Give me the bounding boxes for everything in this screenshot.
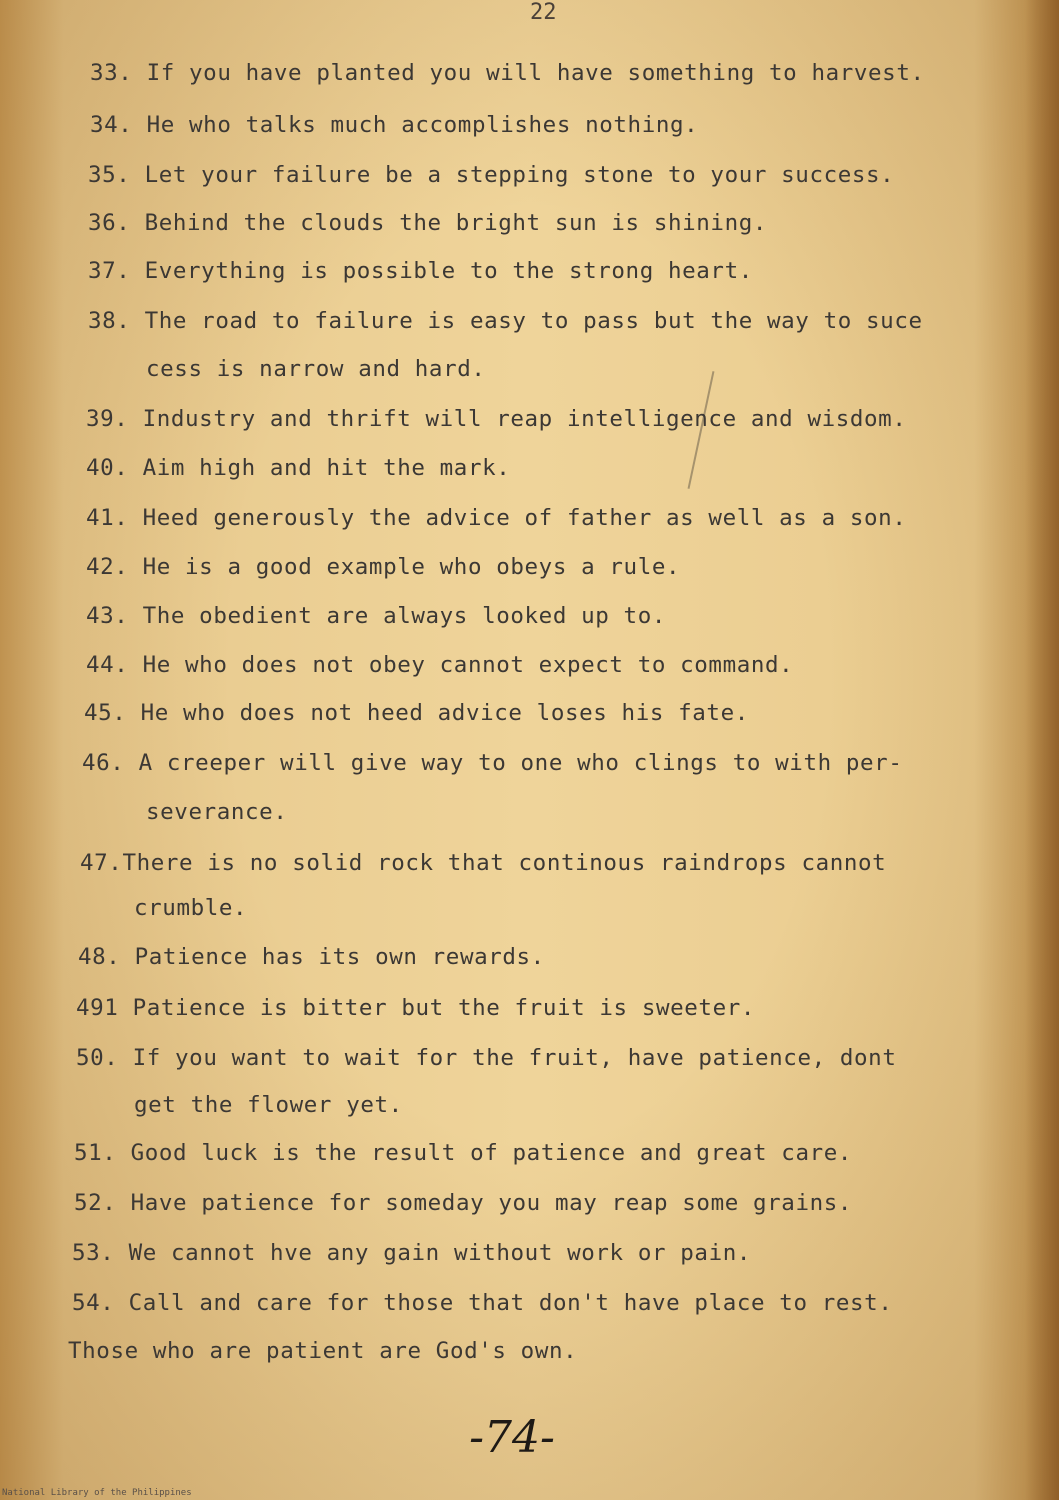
proverb-line: 41. Heed generously the advice of father as well as a son. [86, 505, 907, 531]
proverb-line: 45. He who does not heed advice loses his fate. [84, 700, 749, 726]
proverb-line: 39. Industry and thrift will reap intelligence and wisdom. [86, 406, 907, 432]
proverb-line: 47.There is no solid rock that continous raindrops cannot [80, 850, 887, 876]
proverb-line-continued: severance. [146, 799, 288, 825]
proverb-line: 37. Everything is possible to the strong heart. [88, 258, 753, 284]
proverb-line: 40. Aim high and hit the mark. [86, 455, 511, 481]
proverb-line: 51. Good luck is the result of patience and great care. [74, 1140, 853, 1166]
proverb-line-continued: crumble. [134, 895, 248, 921]
proverb-line: 44. He who does not obey cannot expect to command. [86, 652, 794, 678]
proverb-line: 38. The road to failure is easy to pass but the way to suce [88, 308, 923, 334]
proverb-line: 36. Behind the clouds the bright sun is shining. [88, 210, 768, 236]
proverb-line: 42. He is a good example who obeys a rule. [86, 554, 681, 580]
proverb-line: 35. Let your failure be a stepping stone to your success. [88, 162, 895, 188]
proverb-line: 46. A creeper will give way to one who clings to with per- [82, 750, 903, 776]
proverb-line: 50. If you want to wait for the fruit, have patience, dont [76, 1045, 897, 1071]
proverb-line: 53. We cannot hve any gain without work or pain. [72, 1240, 752, 1266]
proverb-line: 34. He who talks much accomplishes nothing. [90, 112, 699, 138]
proverb-line: Those who are patient are God's own. [68, 1338, 578, 1364]
proverb-line: 54. Call and care for those that don't have place to rest. [72, 1290, 893, 1316]
proverb-line: 43. The obedient are always looked up to. [86, 603, 666, 629]
page-number-top: 22 [530, 0, 557, 25]
proverb-line: 48. Patience has its own rewards. [78, 944, 545, 970]
proverb-line: 52. Have patience for someday you may reap some grains. [74, 1190, 853, 1216]
proverb-line: 33. If you have planted you will have something to harvest. [90, 60, 925, 86]
proverb-line-continued: get the flower yet. [134, 1092, 403, 1118]
proverb-line-continued: cess is narrow and hard. [146, 356, 486, 382]
proverb-line: 491 Patience is bitter but the fruit is sweeter. [76, 995, 756, 1021]
handwritten-page-number: -74- [469, 1412, 555, 1463]
page-edge-shadow [1025, 0, 1059, 1500]
library-stamp-text: National Library of the Philippines [2, 1488, 192, 1498]
